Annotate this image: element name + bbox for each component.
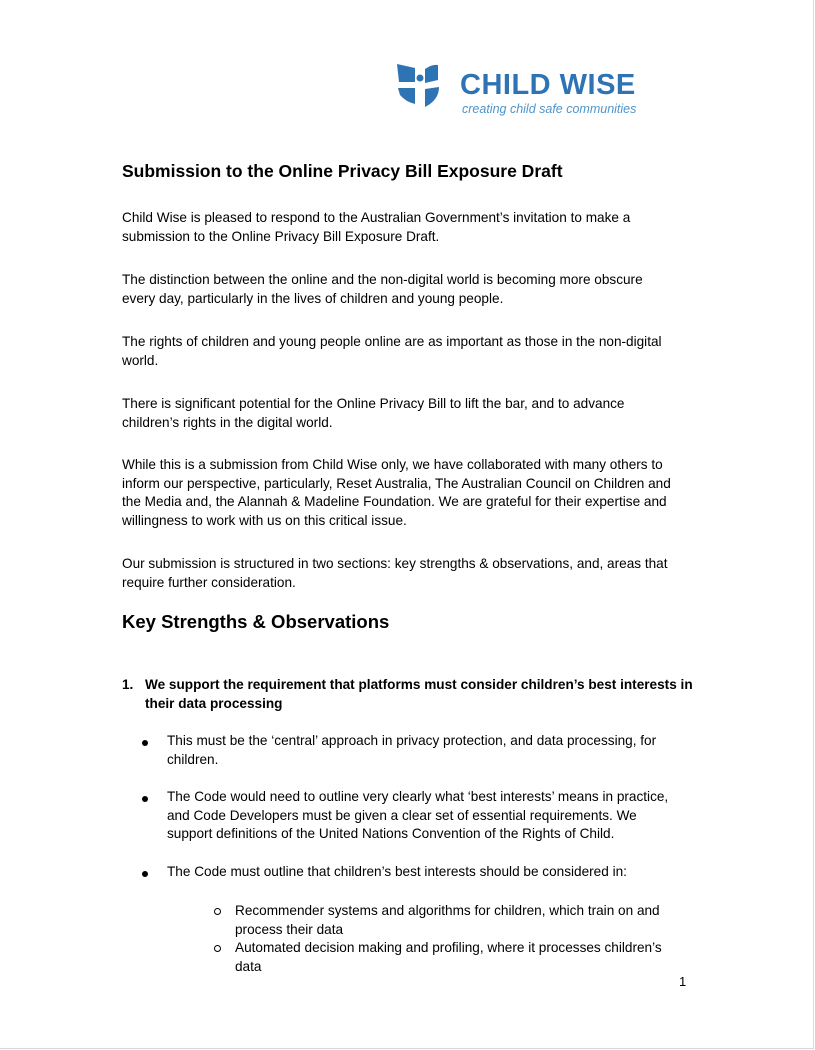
paragraph-6 [122,555,697,592]
item-text [145,676,693,713]
bullet-dot-icon [142,871,148,877]
hollow-bullet-icon [214,945,221,952]
bullet-line: The Code must outline that children’s best interests should be considered in: [167,864,627,879]
paragraph-line: every day, particularly in the lives of children and young people. [122,290,504,306]
paragraph-line: world. [122,352,159,368]
paragraph-line: the Media and, the Alannah & Madeline Foundation. We are grateful for their expertise and [122,494,667,509]
paragraph-line: inform our perspective, particularly, Reset Australia, The Australian Council on Children and [122,475,671,491]
paragraph-line: children’s rights in the digital world. [122,414,333,430]
paragraph-line: The rights of children and young people online are as important as those in the non-digital [122,334,662,349]
paragraph-line: While this is a submission from Child Wise only, we have collaborated with many others to [122,457,663,472]
paragraph-3 [122,333,697,370]
bullet-line: This must be the ‘central’ approach in privacy protection, and data processing, for [167,733,657,748]
bullet-line: The Code would need to outline very clearly what ‘best interests’ means in practice, [167,789,669,804]
child-wise-logo [396,62,656,118]
paragraph-line: The distinction between the online and the non-digital world is becoming more obscure [122,272,643,287]
page-number: 1 [679,974,687,989]
paragraph-line: submission to the Online Privacy Bill Exposure Draft. [122,228,440,244]
paragraph-1 [122,209,697,246]
item-line: We support the requirement that platforms must consider children’s best interests in [145,677,693,692]
sub-bullet-line: Automated decision making and profiling, where it processes children’s [235,940,662,955]
bullet-dot-icon [142,740,148,746]
paragraph-5 [122,456,697,530]
sub-bullet-line: data [235,958,262,974]
bullet-line: support definitions of the United Nations Convention of the Rights of Child. [167,826,615,841]
item-line: their data processing [145,695,283,711]
paragraph-line: require further consideration. [122,574,296,590]
item-number: 1. [122,677,134,692]
paragraph-2 [122,271,697,308]
document-title: Submission to the Online Privacy Bill Exposure Draft [122,161,563,181]
section-heading: Key Strengths & Observations [122,611,390,632]
paragraph-line: willingness to work with us on this critical issue. [122,512,407,528]
bullet-dot-icon [142,796,148,802]
logo-mark-icon [396,62,446,112]
paragraph-line: Child Wise is pleased to respond to the Australian Government’s invitation to make a [122,210,631,225]
paragraph-line: There is significant potential for the Online Privacy Bill to lift the bar, and to advance [122,396,625,411]
paragraph-line: Our submission is structured in two sections: key strengths & observations, and, areas that [122,556,668,571]
sub-bullet-line: process their data [235,921,344,937]
bullet-line: and Code Developers must be given a clear set of essential requirements. We [167,807,637,823]
logo-tagline: creating child safe communities [462,102,637,116]
bullet-line: children. [167,751,219,767]
hollow-bullet-icon [214,908,221,915]
logo-name: CHILD WISE [460,69,636,101]
paragraph-4 [122,395,697,432]
sub-bullet-line: Recommender systems and algorithms for children, which train on and [235,903,660,918]
